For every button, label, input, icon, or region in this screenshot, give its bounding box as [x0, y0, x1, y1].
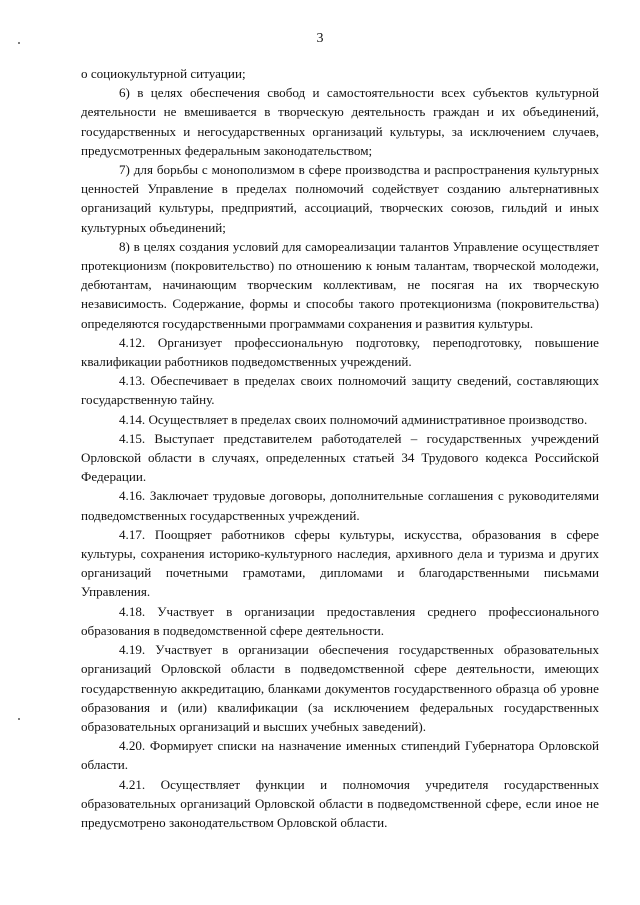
paragraph-item-6: 6) в целях обеспечения свобод и самостоятельности всех субъектов культурной деятельности не вмешивается в творческую деятельность граждан и их объединений, государственных и негосударственных организаций культуры, за исключением случаев, предусмотренных федеральным законодательством;	[81, 85, 599, 158]
paragraph-4-19: 4.19. Участвует в организации обеспечения государственных образовательных организаций Орловской области в подведомственной сфере деятельности, имеющих государственную аккредитацию, бланками документов государственного образца об уровне образования и (или) квалификации (за исключением федеральных государственных образовательных организаций и высших учебных заведений).	[81, 642, 599, 734]
paragraph-4-20: 4.20. Формирует списки на назначение именных стипендий Губернатора Орловской области.	[81, 738, 599, 773]
paragraph-item-7: 7) для борьбы с монополизмом в сфере производства и распространения культурных ценностей Управление в пределах полномочий содействует созданию альтернативных организаций культуры, предприятий, ассоциаций, творческих союзов, гильдий и иных культурных объединений;	[81, 162, 599, 235]
paragraph-4-16: 4.16. Заключает трудовые договоры, дополнительные соглашения с руководителями подведомственных государственных учреждений.	[81, 488, 599, 523]
margin-mark	[18, 718, 20, 720]
paragraph-4-15: 4.15. Выступает представителем работодателей – государственных учреждений Орловской области в случаях, определенных статьей 34 Трудового кодекса Российской Федерации.	[81, 430, 599, 485]
paragraph-4-12: 4.12. Организует профессиональную подготовку, переподготовку, повышение квалификации работников подведомственных учреждений.	[81, 334, 599, 370]
paragraph-4-21: 4.21. Осуществляет функции и полномочия учредителя государственных образовательных организаций Орловской области в подведомственной сфере, если иное не предусмотрено законодательством Орловской области.	[81, 776, 599, 830]
margin-mark	[18, 42, 20, 44]
paragraph-4-14: 4.14. Осуществляет в пределах своих полномочий административное производство.	[119, 411, 588, 427]
paragraph-item-8: 8) в целях создания условий для самореализации талантов Управление осуществляет протекционизм (покровительство) по отношению к юным талантам, творческой молодежи, дебютантам, начинающим творческим коллективам, не посягая на их творческую независимость. Содержание, формы и способы такого протекционизма (покровительства) определяются государственными программами сохранения и развития культуры.	[81, 238, 599, 331]
paragraph-4-18: 4.18. Участвует в организации предоставления среднего профессионального образования в подведомственной сфере деятельности.	[81, 603, 599, 638]
paragraph-4-17: 4.17. Поощряет работников сферы культуры, искусства, образования в сфере культуры, сохранения историко-культурного наследия, архивного дела и туризма и других организаций почетными грамотами, дипломами и благодарственными письмами Управления.	[81, 526, 599, 600]
document-body	[81, 64, 599, 832]
paragraph-continuation: о социокультурной ситуации;	[81, 66, 246, 81]
page-number: 3	[316, 31, 324, 46]
paragraph-4-13: 4.13. Обеспечивает в пределах своих полномочий защиту сведений, составляющих государственную тайну.	[81, 373, 599, 408]
